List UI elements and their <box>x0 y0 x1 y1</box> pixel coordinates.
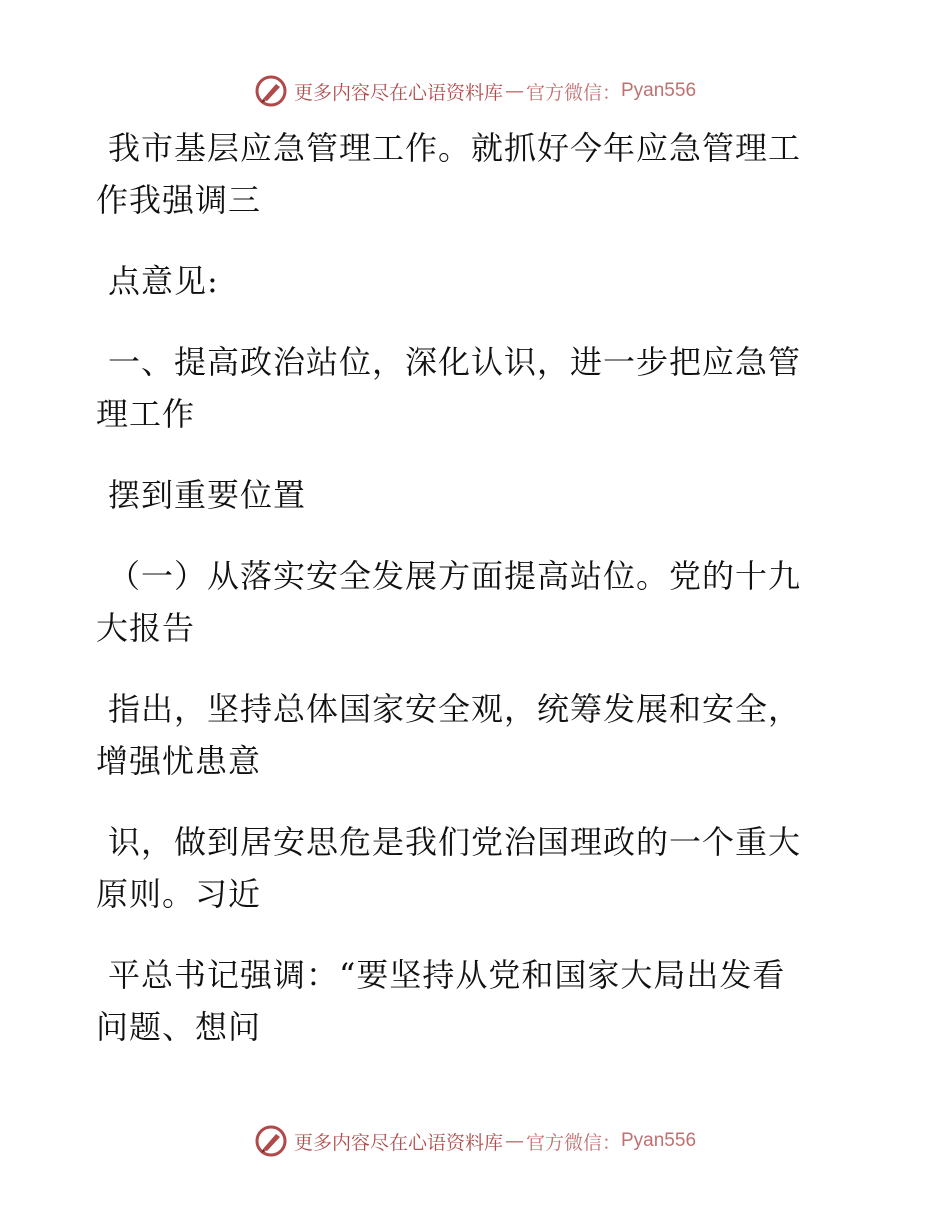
paragraph-line-1: 指出，坚持总体国家安全观，统筹发展和安全， <box>108 690 802 728</box>
watermark-dash: — <box>504 80 524 102</box>
paragraph-line-2: 增强忧患意 <box>96 742 262 780</box>
paragraph-line-1: 平总书记强调：“要坚持从党和国家大局出发看 <box>108 956 786 994</box>
footer-watermark <box>0 1124 950 1158</box>
watermark-id: Pyan556 <box>621 1130 697 1151</box>
paragraph <box>96 469 836 521</box>
paragraph-line-2: 理工作 <box>96 395 196 433</box>
paragraph-line-2: 问题、想问 <box>96 1008 262 1046</box>
paragraph-line-2: 作我强调三 <box>96 181 262 219</box>
watermark-sub: 官方微信： <box>525 1131 621 1154</box>
paragraph-line-1: 我市基层应急管理工作。就抓好今年应急管理工 <box>108 129 802 167</box>
header-watermark <box>0 74 950 108</box>
watermark-main: 更多内容尽在心语资料库 <box>293 1131 503 1154</box>
watermark-sub: 官方微信： <box>525 81 621 104</box>
watermark-text <box>294 1128 696 1155</box>
paragraph-line-1: （一）从落实安全发展方面提高站位。党的十九 <box>108 557 802 595</box>
paragraph <box>96 550 836 654</box>
paragraph <box>96 336 836 440</box>
paragraph-line-2: 大报告 <box>96 609 196 647</box>
paragraph-line-2: 原则。习近 <box>96 875 262 913</box>
pen-logo-icon <box>254 1124 288 1158</box>
pen-logo-icon <box>254 74 288 108</box>
watermark-id: Pyan556 <box>621 80 697 101</box>
paragraph <box>96 255 836 307</box>
paragraph-line-1: 摆到重要位置 <box>108 476 307 514</box>
watermark-main: 更多内容尽在心语资料库 <box>293 81 503 104</box>
paragraph <box>96 122 836 226</box>
paragraph <box>96 683 836 787</box>
watermark-text <box>294 78 696 105</box>
watermark-dash: — <box>504 1130 524 1152</box>
paragraph <box>96 816 836 920</box>
paragraph-line-1: 识，做到居安思危是我们党治国理政的一个重大 <box>108 823 802 861</box>
paragraph-line-1: 点意见: <box>108 262 219 300</box>
paragraph <box>96 949 836 1053</box>
document-body <box>96 122 836 1082</box>
paragraph-line-1: 一、提高政治站位，深化认识，进一步把应急管 <box>108 343 802 381</box>
